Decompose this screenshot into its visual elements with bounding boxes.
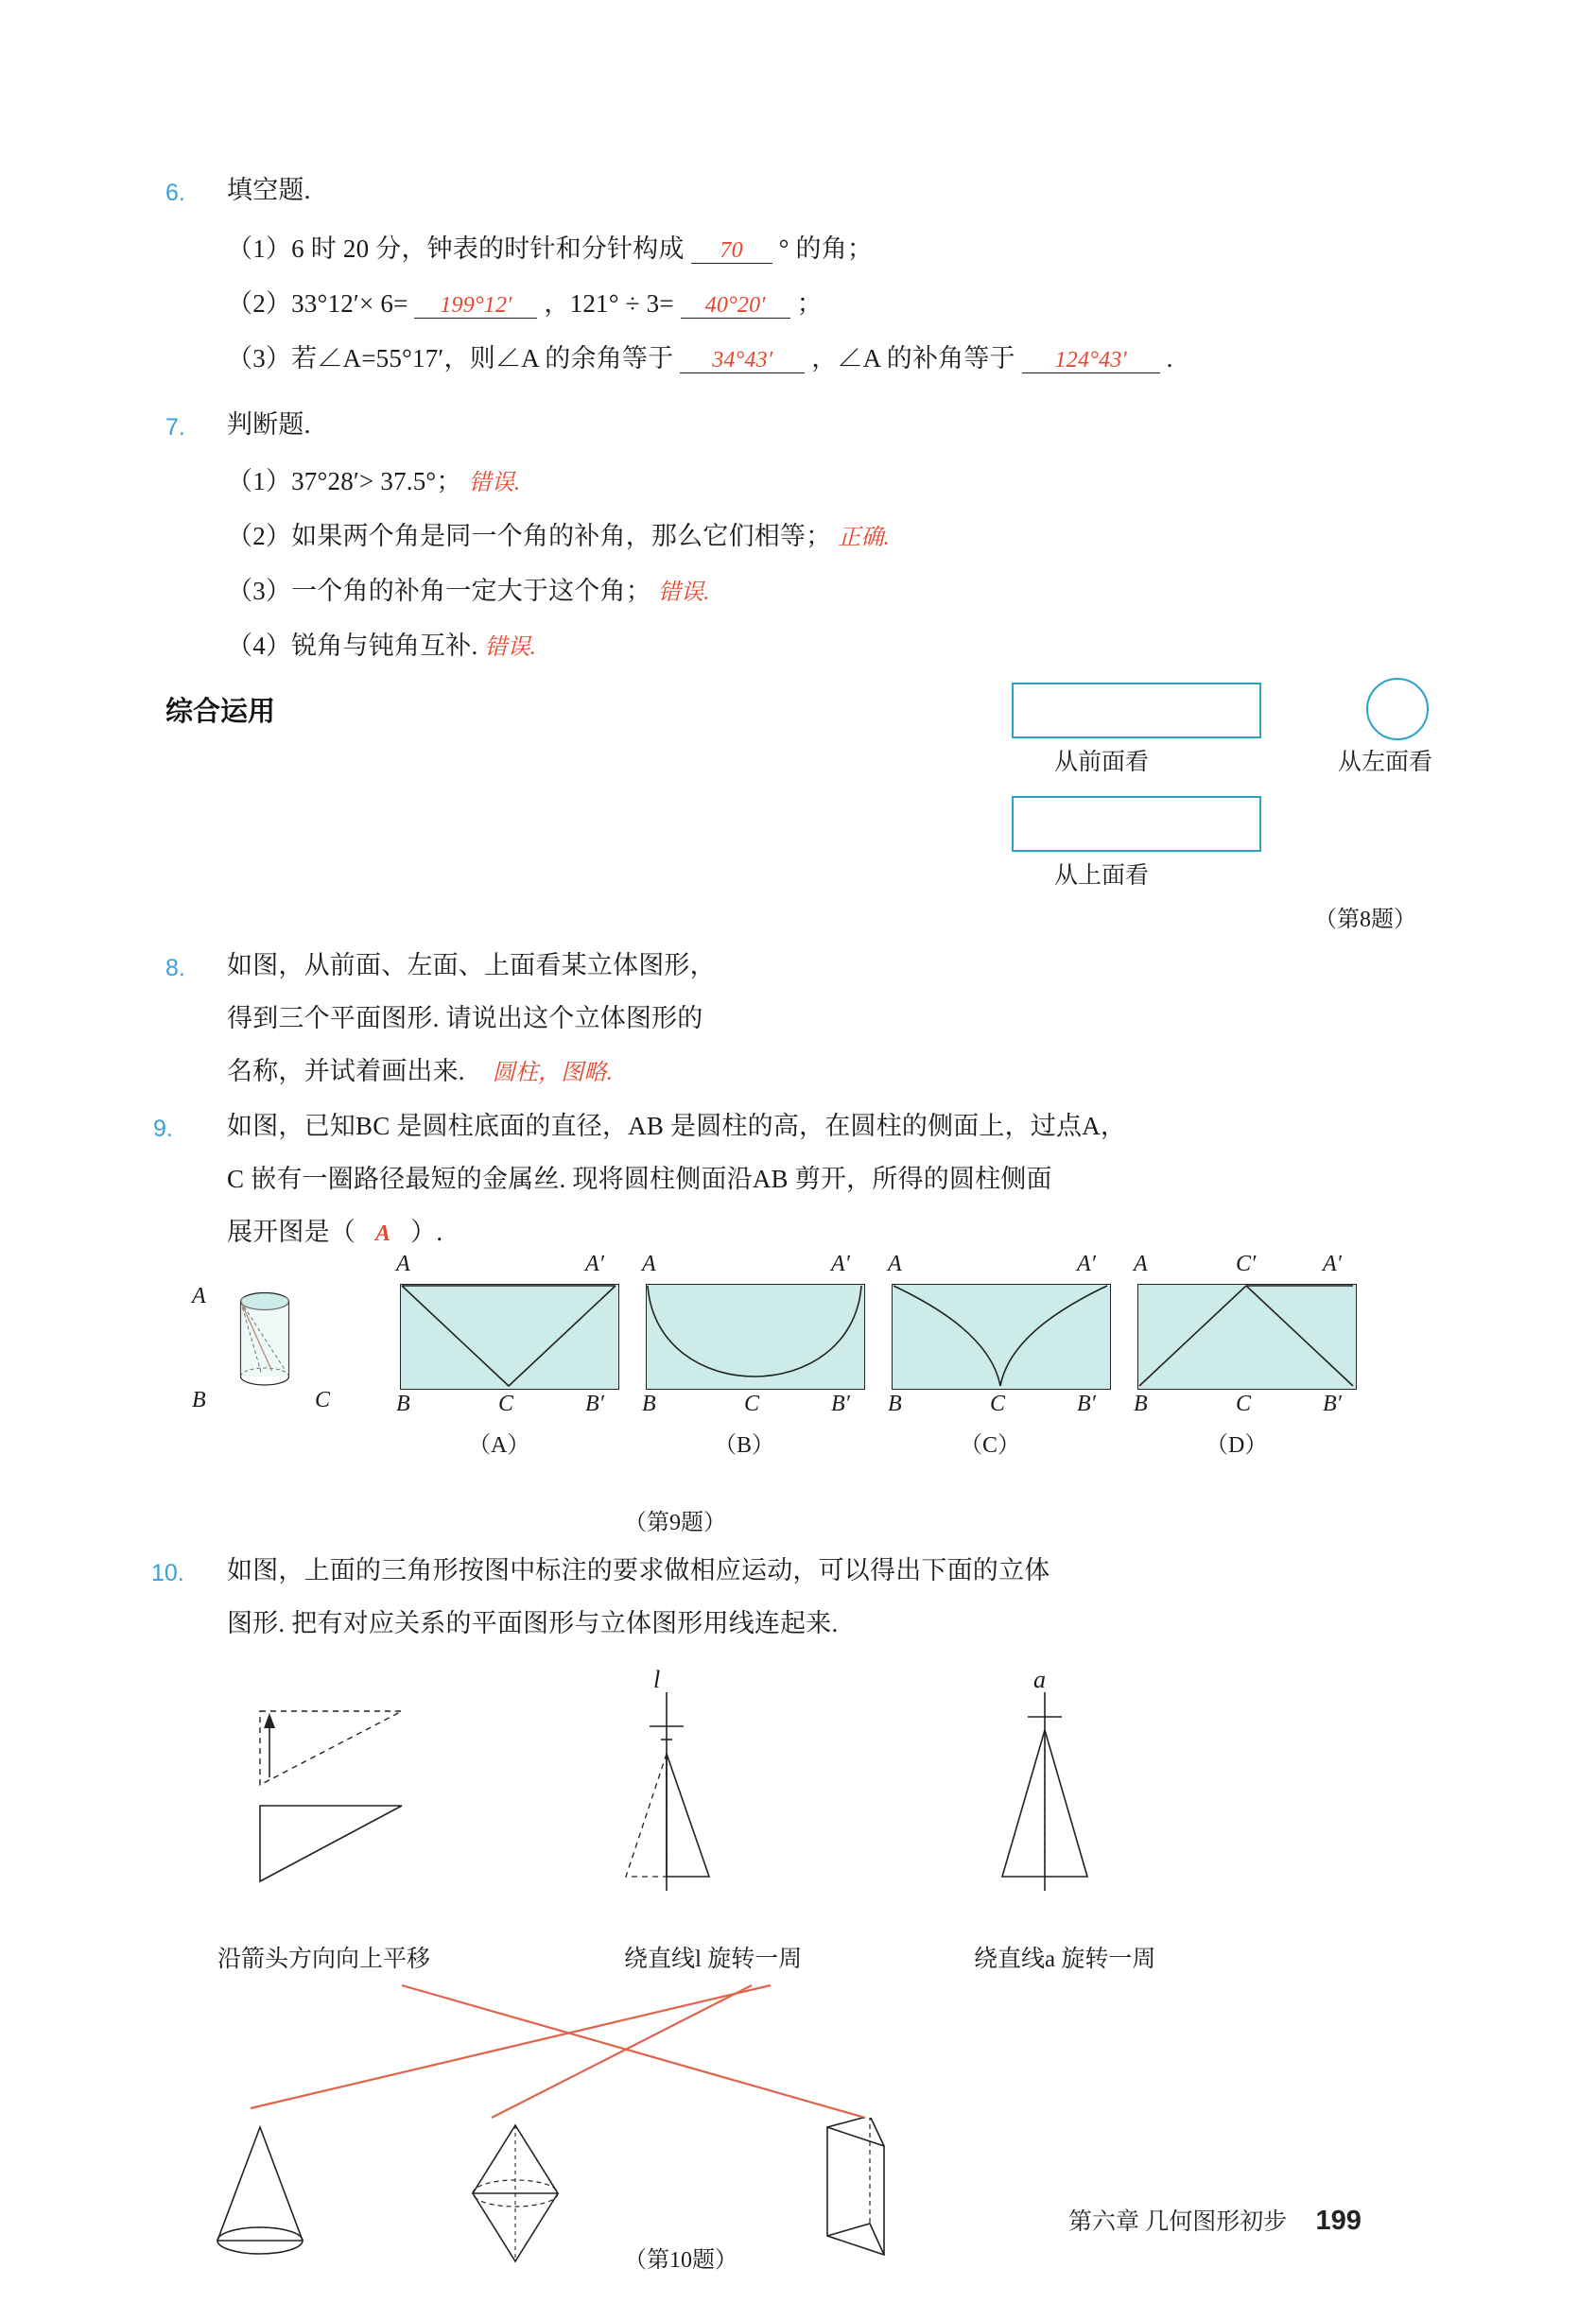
item-6-blank-2: [227, 291, 823, 319]
item-10-number: 10.: [151, 1560, 184, 1586]
item-7-statement-3: [227, 579, 709, 604]
item-6-blank-3-text: （3）若∠A=55°17′，则∠A 的余角等于: [227, 344, 674, 372]
option-d-label-Ap: A′: [1323, 1252, 1342, 1276]
item-7-statement-1-answer: 错误.: [468, 471, 521, 495]
item-6-blank-2-answer-2: 40°20′: [681, 294, 790, 319]
item-10-figure: [165, 1664, 1432, 2250]
item-6-blank-3: [227, 346, 1173, 373]
cylinder-label-B: B: [192, 1388, 206, 1412]
option-c-label-A: A: [888, 1252, 902, 1276]
option-a-label-A: A: [396, 1252, 410, 1276]
item-9-line-3: [227, 1220, 442, 1245]
axis-label-a: a: [1033, 1666, 1046, 1693]
item-6-blank-3-mid: ，∠A 的补角等于: [811, 344, 1015, 372]
item-6-blank-2-answer-1: 199°12′: [414, 294, 537, 319]
option-c-label-Bp: B′: [1077, 1392, 1096, 1416]
item-10-caption-2: 绕直线l 旋转一周: [624, 1947, 803, 1972]
option-d-label-Bp: B′: [1323, 1392, 1342, 1416]
option-b-label-C: C: [744, 1392, 760, 1416]
front-view-label: 从前面看: [1054, 750, 1150, 775]
axis-label-l: l: [653, 1666, 661, 1693]
item-7-statement-2: [227, 524, 890, 549]
item-7-statement-4-answer: 错误.: [484, 635, 537, 660]
item-9-number: 9.: [153, 1116, 173, 1142]
option-c-curves: [892, 1284, 1109, 1388]
cylinder-diagram: [222, 1281, 307, 1404]
cylinder-label-A: A: [192, 1284, 206, 1308]
item-7-statement-1: [227, 469, 520, 494]
item-6-blank-2-mid: ，121° ÷ 3=: [544, 289, 674, 318]
option-d-label-C: C: [1236, 1392, 1252, 1416]
option-d-line: [1137, 1284, 1355, 1388]
footer-page-number: 199: [1315, 2206, 1362, 2236]
item-10-line-1: 如图，上面的三角形按图中标注的要求做相应运动，可以得出下面的立体: [227, 1556, 1050, 1584]
left-view-label: 从左面看: [1338, 750, 1433, 775]
top-view-label: 从上面看: [1054, 863, 1150, 889]
option-a-label-C: C: [498, 1392, 514, 1416]
item-9-line-1: 如图，已知BC 是圆柱底面的直径，AB 是圆柱的高，在圆柱的侧面上，过点A，: [227, 1112, 1127, 1140]
item-9-line-3-suffix: ）.: [410, 1218, 443, 1246]
item-6-blank-1-text: （1）6 时 20 分，钟表的时针和分针构成: [227, 234, 685, 263]
item-10-bottom-solids: [165, 2118, 1432, 2278]
option-c-name: （C）: [960, 1433, 1021, 1458]
option-c-label-Ap: A′: [1077, 1252, 1096, 1276]
page-footer: [1068, 2203, 1362, 2237]
left-view-circle: [1366, 678, 1429, 740]
item-10-matching-lines: [165, 1976, 1432, 2127]
item-9-line-2: C 嵌有一圈路径最短的金属丝. 现将圆柱侧面沿AB 剪开，所得的圆柱侧面: [227, 1165, 1052, 1193]
item-6-blank-3-answer-2: 124°43′: [1022, 349, 1160, 373]
item-8-number: 8.: [165, 955, 185, 981]
item-9-figure-caption: （第9题）: [624, 1511, 726, 1535]
option-a-name: （A）: [468, 1433, 530, 1458]
item-8-line-1: 如图，从前面、左面、上面看某立体图形，: [227, 951, 716, 979]
option-c-label-B: B: [888, 1392, 902, 1416]
option-a-lines: [400, 1284, 617, 1388]
item-7-statement-4-text: （4）锐角与钝角互补.: [227, 632, 478, 660]
item-6-blank-2-text: （2）33°12′× 6=: [227, 289, 408, 318]
option-b-label-A: A: [642, 1252, 656, 1276]
item-8-line-3: [227, 1059, 613, 1084]
item-7-title: 判断题.: [227, 410, 311, 439]
option-d-name: （D）: [1206, 1433, 1268, 1458]
item-7-statement-2-text: （2）如果两个角是同一个角的补角，那么它们相等；: [227, 522, 832, 550]
item-10-caption-3: 绕直线a 旋转一周: [974, 1947, 1156, 1972]
item-9-line-3-text: 展开图是（: [227, 1218, 356, 1246]
item-10-caption-1: 沿箭头方向向上平移: [217, 1947, 431, 1972]
option-b-label-Bp: B′: [831, 1392, 850, 1416]
front-view-rectangle: [1012, 683, 1261, 738]
item-6-blank-1: [227, 236, 873, 264]
item-10-top-diagrams: [165, 1664, 1432, 1948]
item-10-line-2: 图形. 把有对应关系的平面图形与立体图形用线连起来.: [227, 1609, 839, 1637]
item-7-statement-3-answer: 错误.: [657, 580, 710, 605]
top-view-rectangle: [1012, 796, 1261, 852]
option-d-label-Cp: C′: [1236, 1252, 1257, 1276]
item-6-blank-1-suffix: ° 的角；: [778, 234, 874, 263]
option-a-label-Ap: A′: [585, 1252, 604, 1276]
item-6-blank-3-answer-1: 34°43′: [680, 349, 805, 373]
option-a-label-Bp: B′: [585, 1392, 604, 1416]
item-7-statement-2-answer: 正确.: [838, 526, 890, 550]
section-heading: 综合运用: [165, 697, 276, 727]
item-6-blank-1-answer: 70: [691, 239, 772, 264]
item-6-number: 6.: [165, 180, 185, 206]
item-10-figure-caption: （第10题）: [624, 2248, 737, 2273]
item-8-line-2: 得到三个平面图形. 请说出这个立体图形的: [227, 1004, 703, 1032]
option-b-label-Ap: A′: [831, 1252, 850, 1276]
item-6-blank-2-suffix: ；: [796, 289, 823, 318]
option-d-label-B: B: [1134, 1392, 1148, 1416]
item-9-figures: [165, 1252, 1432, 1513]
item-8-figure: [1002, 673, 1532, 932]
option-b-curve: [646, 1284, 863, 1388]
item-7-statement-4: [227, 633, 536, 659]
cylinder-label-C: C: [315, 1388, 331, 1412]
option-b-label-B: B: [642, 1392, 656, 1416]
footer-chapter: 第六章 几何图形初步: [1068, 2209, 1288, 2235]
option-c-label-C: C: [990, 1392, 1006, 1416]
item-7-statement-3-text: （3）一个角的补角一定大于这个角；: [227, 577, 651, 605]
option-d-label-A: A: [1134, 1252, 1148, 1276]
item-6-blank-3-suffix: .: [1166, 344, 1173, 372]
item-7-statement-1-text: （1）37°28′> 37.5°；: [227, 467, 462, 495]
item-8-figure-caption: （第8题）: [1314, 908, 1416, 932]
option-a-label-B: B: [396, 1392, 410, 1416]
item-6-title: 填空题.: [227, 176, 311, 204]
item-9-answer: A: [374, 1221, 391, 1246]
item-8-answer: 圆柱，图略.: [492, 1061, 613, 1085]
item-7-number: 7.: [165, 414, 185, 441]
item-8-line-3-text: 名称，并试着画出来.: [227, 1057, 465, 1085]
option-b-name: （B）: [714, 1433, 775, 1458]
